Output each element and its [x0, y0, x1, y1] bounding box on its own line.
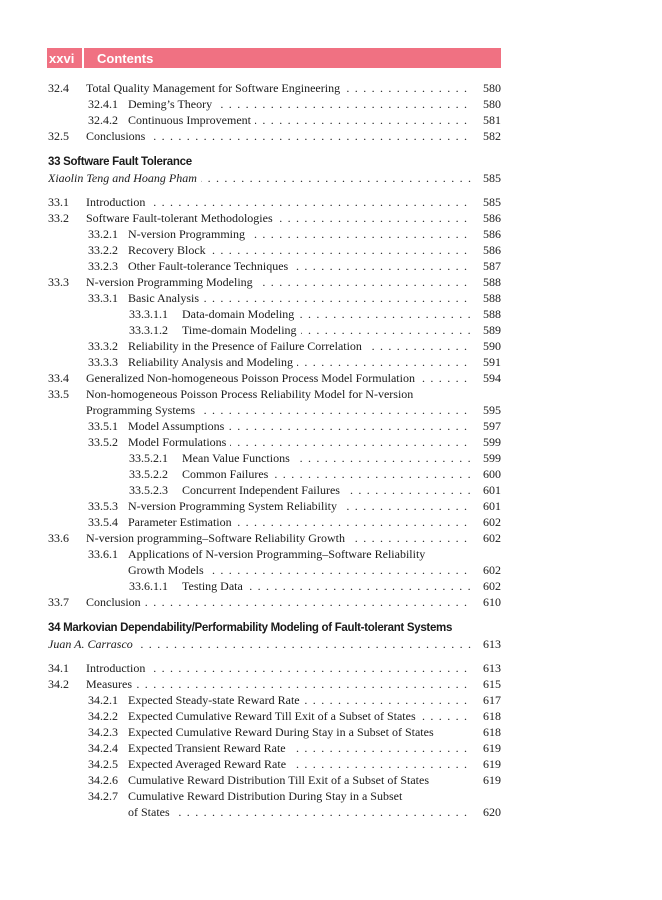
entry-title-leader [86, 194, 471, 210]
section-number: 33.4 [48, 371, 69, 385]
chapter-heading: 33 Software Fault Tolerance [48, 156, 192, 168]
section-number: 33.3.1.2 [129, 323, 168, 337]
section-title: Model Assumptions [128, 419, 228, 433]
section-number: 34.2.5 [88, 757, 118, 771]
section-number: 34.1 [48, 661, 69, 675]
toc-entry[interactable] [48, 402, 501, 418]
chapter-author[interactable] [48, 636, 501, 652]
entry-title-leader [128, 756, 471, 772]
section-title: Concurrent Independent Failures [182, 483, 344, 497]
page-reference: 581 [483, 113, 501, 127]
entry-title-leader [128, 692, 471, 708]
entry-title-leader [128, 434, 471, 450]
page-reference: 617 [483, 693, 501, 707]
section-number: 34.2.1 [88, 693, 118, 707]
section-number: 33.3.3 [88, 355, 118, 369]
toc-entry[interactable] [48, 756, 501, 772]
section-number: 33.6.1.1 [129, 579, 168, 593]
toc-entry[interactable] [48, 434, 501, 450]
toc-entry[interactable] [48, 194, 501, 210]
section-title: Expected Steady-state Reward Rate [128, 693, 304, 707]
section-number: 33.2.2 [88, 243, 118, 257]
toc-entry[interactable] [48, 578, 501, 594]
section-number: 33.5.1 [88, 419, 118, 433]
section-title: Non-homogeneous Poisson Process Reliability Model for N-version [86, 387, 417, 401]
section-title: Mean Value Functions [182, 451, 294, 465]
spacer [48, 186, 501, 194]
section-title: Cumulative Reward Distribution Till Exit of a Subset of States [128, 773, 433, 787]
page-reference: 619 [483, 741, 501, 755]
entry-title-leader [48, 170, 471, 186]
entry-title-leader [182, 578, 471, 594]
entry-title-leader [128, 708, 471, 724]
section-title: Expected Cumulative Reward Till Exit of a Subset of States [128, 709, 420, 723]
section-number: 33.5.2 [88, 435, 118, 449]
section-number: 33.1 [48, 195, 69, 209]
section-number: 34.2.7 [88, 789, 118, 803]
section-title: Testing Data [182, 579, 247, 593]
page-reference: 585 [483, 171, 501, 185]
page-reference: 619 [483, 773, 501, 787]
entry-title-leader [182, 306, 471, 322]
toc-entry[interactable] [48, 210, 501, 226]
page-reference: 613 [483, 661, 501, 675]
section-title: Conclusions [86, 129, 149, 143]
page-reference: 580 [483, 81, 501, 95]
page-reference: 602 [483, 515, 501, 529]
toc-entry[interactable] [48, 788, 501, 804]
entry-title-leader [128, 258, 471, 274]
entry-title-leader [86, 594, 471, 610]
section-title: Expected Transient Reward Rate [128, 741, 290, 755]
page-reference: 591 [483, 355, 501, 369]
section-number: 33.2.3 [88, 259, 118, 273]
toc-entry[interactable] [48, 112, 501, 128]
toc-entry[interactable] [48, 80, 501, 96]
section-title: Data-domain Modeling [182, 307, 298, 321]
page-reference: 590 [483, 339, 501, 353]
section-title: Introduction [86, 195, 149, 209]
section-number: 32.5 [48, 129, 69, 143]
section-number: 34.2 [48, 677, 69, 691]
entry-title-leader [182, 482, 471, 498]
page-reference: 588 [483, 291, 501, 305]
page-reference: 615 [483, 677, 501, 691]
section-number: 32.4.2 [88, 113, 118, 127]
toc-entry[interactable] [48, 498, 501, 514]
toc-entry[interactable] [48, 466, 501, 482]
toc-entry[interactable] [48, 128, 501, 144]
toc-entry[interactable] [48, 354, 501, 370]
page-reference: 599 [483, 451, 501, 465]
entry-title-leader [128, 546, 501, 562]
section-title: Model Formulations [128, 435, 230, 449]
toc-entry[interactable] [48, 370, 501, 386]
section-title: Recovery Block [128, 243, 210, 257]
chapter-author[interactable] [48, 170, 501, 186]
toc-entry[interactable] [48, 258, 501, 274]
section-number: 33.5 [48, 387, 69, 401]
section-title: Parameter Estimation [128, 515, 236, 529]
entry-title-leader [128, 354, 471, 370]
section-title: Expected Averaged Reward Rate [128, 757, 290, 771]
page-reference: 610 [483, 595, 501, 609]
section-number: 33.5.2.1 [129, 451, 168, 465]
entry-title-leader [128, 290, 471, 306]
entry-title-leader [128, 788, 501, 804]
section-number: 32.4.1 [88, 97, 118, 111]
page-reference: 587 [483, 259, 501, 273]
entry-title-leader [128, 498, 471, 514]
section-number: 32.4 [48, 81, 69, 95]
entry-title-leader [128, 242, 471, 258]
entry-title-leader [128, 418, 471, 434]
toc-entry[interactable] [48, 386, 501, 402]
toc-entry[interactable] [48, 594, 501, 610]
section-number: 33.6 [48, 531, 69, 545]
toc-entry[interactable] [48, 740, 501, 756]
entry-title-leader [86, 676, 471, 692]
header-title: Contents [97, 50, 154, 66]
page-reference: 595 [483, 403, 501, 417]
section-title: Continuous Improvement [128, 113, 255, 127]
page-reference: 601 [483, 483, 501, 497]
author-names: Juan A. Carrasco [48, 637, 137, 651]
toc-entry[interactable] [48, 96, 501, 112]
author-names: Xiaolin Teng and Hoang Pham [48, 171, 201, 185]
section-title: Generalized Non-homogeneous Poisson Process Model Formulation [86, 371, 419, 385]
page-reference: 594 [483, 371, 501, 385]
page-reference: 600 [483, 467, 501, 481]
toc-entry[interactable] [48, 772, 501, 788]
spacer [48, 652, 501, 660]
section-number: 33.2 [48, 211, 69, 225]
toc-entry[interactable] [48, 226, 501, 242]
toc-entry[interactable] [48, 724, 501, 740]
toc-entry[interactable] [48, 306, 501, 322]
page-reference: 618 [483, 725, 501, 739]
page-reference: 602 [483, 563, 501, 577]
section-title: Cumulative Reward Distribution During Stay in a Subset [128, 789, 406, 803]
section-title: Basic Analysis [128, 291, 203, 305]
section-number: 33.5.2.3 [129, 483, 168, 497]
section-title: Total Quality Management for Software Engineering [86, 81, 344, 95]
page-reference: 589 [483, 323, 501, 337]
entry-title-leader [86, 274, 471, 290]
section-title: of States [128, 805, 174, 819]
entry-title-leader [86, 402, 471, 418]
toc-entry[interactable] [48, 514, 501, 530]
section-title: Conclusion [86, 595, 145, 609]
entry-title-leader [128, 112, 471, 128]
toc-entry[interactable] [48, 546, 501, 562]
page-reference: 585 [483, 195, 501, 209]
section-number: 33.5.4 [88, 515, 118, 529]
toc-entry[interactable] [48, 450, 501, 466]
page-reference: 619 [483, 757, 501, 771]
page-reference: 620 [483, 805, 501, 819]
page-reference: 602 [483, 579, 501, 593]
entry-title-leader [128, 338, 471, 354]
page-reference: 586 [483, 227, 501, 241]
section-number: 33.3.2 [88, 339, 118, 353]
section-title: Introduction [86, 661, 149, 675]
page-reference: 588 [483, 307, 501, 321]
section-number: 33.2.1 [88, 227, 118, 241]
entry-title-leader [86, 530, 471, 546]
entry-title-leader [128, 724, 471, 740]
toc-entry[interactable] [48, 562, 501, 578]
page-reference: 601 [483, 499, 501, 513]
entry-title-leader [128, 562, 471, 578]
entry-title-leader [48, 636, 471, 652]
section-title: Deming’s Theory [128, 97, 216, 111]
page-number: xxvi [49, 50, 75, 66]
toc-entry[interactable] [48, 708, 501, 724]
page-reference: 602 [483, 531, 501, 545]
section-title: N-version programming–Software Reliability Growth [86, 531, 349, 545]
entry-title-leader [86, 660, 471, 676]
section-title: Other Fault-tolerance Techniques [128, 259, 292, 273]
section-title: Reliability in the Presence of Failure Correlation [128, 339, 366, 353]
entry-title-leader [128, 96, 471, 112]
toc-entry[interactable] [48, 804, 501, 820]
page-reference: 582 [483, 129, 501, 143]
page-reference: 580 [483, 97, 501, 111]
section-number: 33.5.3 [88, 499, 118, 513]
section-title: Measures [86, 677, 136, 691]
section-title: Time-domain Modeling [182, 323, 301, 337]
entry-title-leader [128, 226, 471, 242]
entry-title-leader [128, 514, 471, 530]
section-title: Growth Models [128, 563, 208, 577]
page-reference: 586 [483, 211, 501, 225]
section-title: Common Failures [182, 467, 272, 481]
entry-title-leader [86, 210, 471, 226]
entry-title-leader [86, 128, 471, 144]
entry-title-leader [182, 450, 471, 466]
toc-entry[interactable] [48, 530, 501, 546]
toc-entry[interactable] [48, 660, 501, 676]
section-title: N-version Programming System Reliability [128, 499, 341, 513]
section-title: Expected Cumulative Reward During Stay in a Subset of States [128, 725, 438, 739]
section-number: 34.2.2 [88, 709, 118, 723]
toc-entry[interactable] [48, 338, 501, 354]
page-reference: 597 [483, 419, 501, 433]
toc-entry[interactable] [48, 274, 501, 290]
table-of-contents [48, 80, 501, 820]
section-number: 33.6.1 [88, 547, 118, 561]
section-title: Reliability Analysis and Modeling [128, 355, 297, 369]
entry-title-leader [128, 804, 471, 820]
entry-title-leader [128, 772, 471, 788]
toc-entry[interactable] [48, 676, 501, 692]
section-number: 34.2.6 [88, 773, 118, 787]
section-number: 33.3 [48, 275, 69, 289]
section-number: 33.3.1 [88, 291, 118, 305]
page-reference: 588 [483, 275, 501, 289]
section-title: Applications of N-version Programming–Software Reliability [128, 547, 429, 561]
section-number: 33.5.2.2 [129, 467, 168, 481]
page-reference: 618 [483, 709, 501, 723]
section-title: N-version Programming [128, 227, 249, 241]
section-title: Software Fault-tolerant Methodologies [86, 211, 277, 225]
toc-entry[interactable] [48, 290, 501, 306]
page-reference: 613 [483, 637, 501, 651]
chapter-heading: 34 Markovian Dependability/Performability Modeling of Fault-tolerant Systems [48, 622, 453, 634]
section-title: Programming Systems [86, 403, 199, 417]
toc-entry[interactable] [48, 482, 501, 498]
page-reference: 599 [483, 435, 501, 449]
section-title: N-version Programming Modeling [86, 275, 257, 289]
entry-title-leader [182, 466, 471, 482]
section-number: 34.2.3 [88, 725, 118, 739]
section-number: 33.3.1.1 [129, 307, 168, 321]
entry-title-leader [86, 80, 471, 96]
toc-entry[interactable] [48, 242, 501, 258]
toc-entry[interactable] [48, 322, 501, 338]
page-reference: 586 [483, 243, 501, 257]
running-header [47, 48, 501, 68]
entry-title-leader [128, 740, 471, 756]
entry-title-leader [86, 370, 471, 386]
section-number: 33.7 [48, 595, 69, 609]
section-number: 34.2.4 [88, 741, 118, 755]
entry-title-leader [86, 386, 501, 402]
entry-title-leader [182, 322, 471, 338]
toc-entry[interactable] [48, 692, 501, 708]
toc-entry[interactable] [48, 418, 501, 434]
